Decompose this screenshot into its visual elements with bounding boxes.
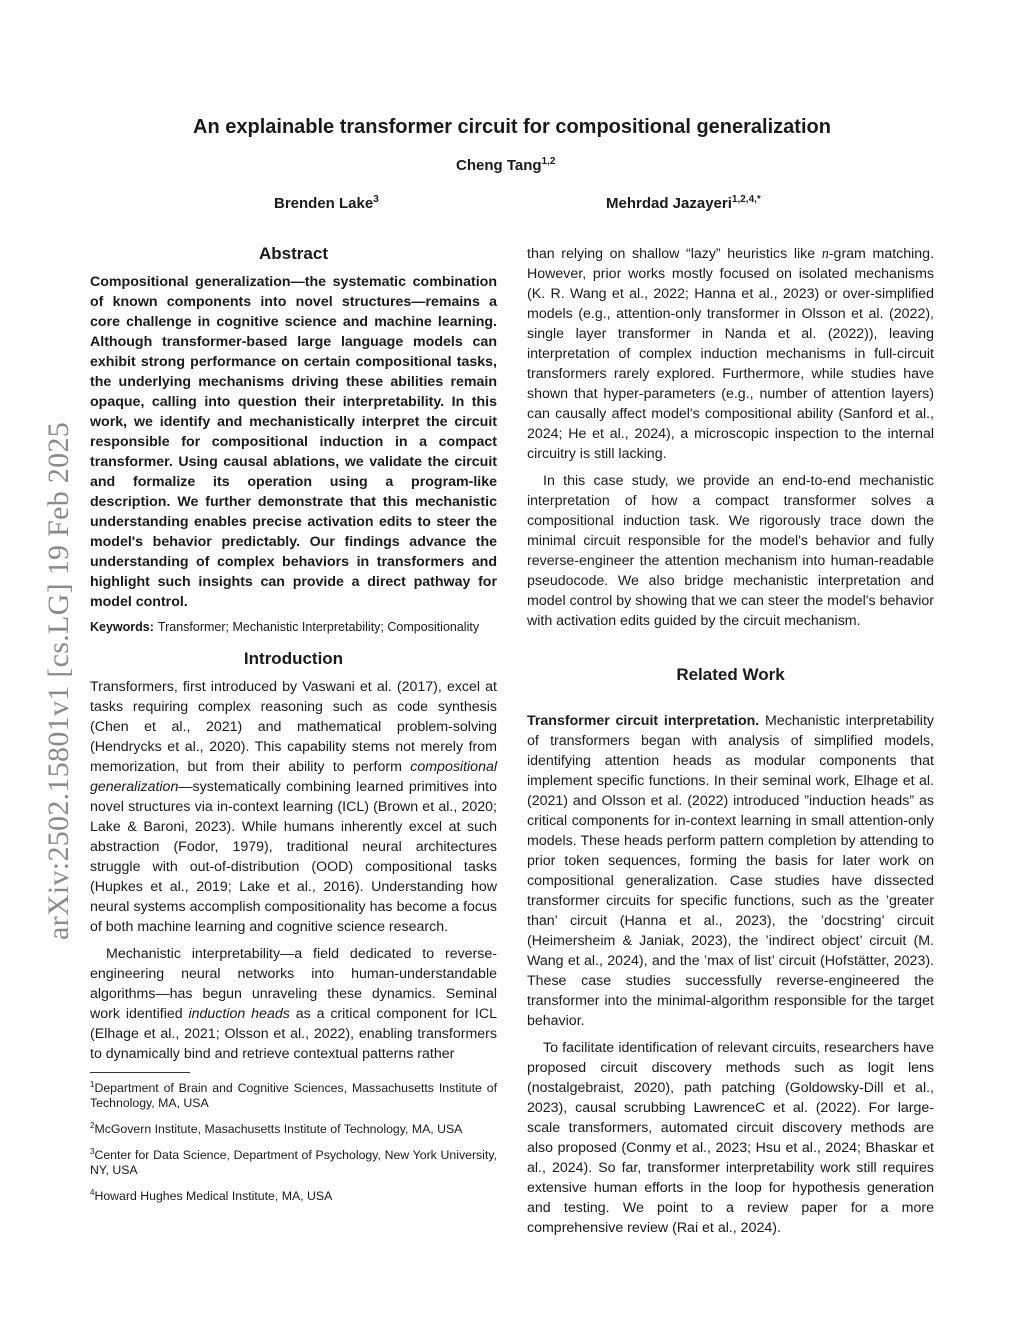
related-paragraph-1 — [527, 711, 934, 1031]
intro-p1-emphasis: compositional generalization — [90, 759, 497, 795]
intro-p2-text-b: as a critical component for ICL (Elhage et al., 2021; Olsson et al., 2022), enabling transformers to dynamically bind and retrieve contextual patterns rather — [90, 1006, 497, 1062]
intro-paragraph-3: In this case study, we provide an end-to-end mechanistic interpretation of how a compact transformer solves a compositional induction task. We rigorously trace down the minimal circuit responsible for the model's behavior and fully reverse-engineer the attention mechanism into human-readable pseudocode. We also bridge mechanistic interpretation and model control by showing that we can steer the model's behavior with activation edits guided by the circuit mechanism. — [527, 473, 934, 629]
footnote-number: 2 — [90, 1121, 95, 1131]
abstract-heading: Abstract — [259, 244, 328, 263]
footnote-2 — [90, 1118, 497, 1137]
author-name: Mehrdad Jazayeri — [606, 195, 732, 212]
author-name: Brenden Lake — [274, 195, 374, 212]
related-runin-heading: Transformer circuit interpretation. — [527, 713, 760, 729]
footnote-3 — [90, 1144, 497, 1178]
left-column — [90, 244, 497, 1211]
introduction-heading: Introduction — [243, 649, 344, 668]
intro-p2c-math: n — [821, 246, 829, 262]
keywords — [90, 619, 497, 635]
footnote-number: 1 — [90, 1080, 95, 1089]
abstract-body: Compositional generalization—the systematic combination of known components into novel structures—remains a core challenge in cognitive science and machine learning. Although transformer-based large language models can exhibit strong performance on certain compositional tasks, the underlying mechanisms driving these abilities remain opaque, calling into question their interpretability. In this work, we identify and mechanistically interpret the circuit responsible for compositional induction in a compact transformer. Using causal ablations, we validate the circuit and formalize its operation using a program-like description. We further demonstrate that this mechanistic understanding enables precise activation edits to steer the model's behavior predictably. Our findings advance the understanding of complex behaviors in transformers and highlight such insights can provide a direct pathway for model control. — [90, 274, 497, 610]
intro-paragraph-2-continued — [527, 244, 934, 464]
footnote-number: 3 — [90, 1147, 95, 1157]
related-paragraph-2: To facilitate identification of relevant circuits, researchers have proposed circuit discovery methods such as logit lens (nostalgebraist, 2020), path patching (Goldowsky-Dill et al., 2023), causal scrubbing LawrenceC et al. (2022). For large-scale transformers, automated circuit discovery methods are also proposed (Conmy et al., 2023; Hsu et al., 2024; Bhaskar et al., 2024). So far, transformer interpretability work still requires extensive human efforts in the loop for hypothesis generation and testing. We point to a review paper for a more comprehensive review (Rai et al., 2024). — [527, 1040, 934, 1236]
footnote-1 — [90, 1077, 497, 1111]
footnote-text: Department of Brain and Cognitive Sciences, Massachusetts Institute of Technology, MA, USA — [90, 1081, 497, 1111]
intro-paragraph-1 — [90, 677, 497, 937]
intro-p2-text-a: Mechanistic interpretability—a field dedicated to reverse-engineering neural networks into human-understandable algorithms—has begun unraveling these dynamics. Seminal work identified — [90, 946, 497, 1022]
intro-p1-text-a: Transformers, first introduced by Vaswani et al. (2017), excel at tasks requiring complex reasoning such as code synthesis (Chen et al., 2021) and mathematical problem-solving (Hendrycks et al., 2020). This capability stems not merely from memorization, but from their ability to perform — [90, 679, 497, 775]
author-affiliation: 1,2,4,* — [731, 194, 761, 205]
related-work-heading: Related Work — [676, 665, 785, 684]
intro-p2c-text-a: than relying on shallow “lazy” heuristics like — [527, 246, 822, 262]
keywords-text: Transformer; Mechanistic Interpretability; Compositionality — [157, 620, 480, 634]
author-affiliation: 3 — [373, 194, 379, 205]
intro-paragraph-2 — [90, 944, 497, 1064]
footnote-text: McGovern Institute, Masachusetts Institute of Technology, MA, USA — [94, 1122, 463, 1137]
footnote-rule — [90, 1072, 190, 1073]
footnote-text: Howard Hughes Medical Institute, MA, USA — [94, 1189, 333, 1204]
author-affiliation: 1,2 — [541, 156, 556, 167]
author-brenden-lake — [274, 194, 379, 212]
intro-p1-text-b: —systematically combining learned primitives into novel structures via in-context learning (ICL) (Brown et al., 2020; Lake & Baroni, 2023). While humans inherently excel at such abstraction (Fodor, 1979), traditional neural architectures struggle with out-of-distribution (OOD) compositional tasks (Hupkes et al., 2019; Lake et al., 2016). Understanding how neural systems accomplish compositionality has become a focus of both machine learning and cognitive science research. — [90, 779, 497, 935]
author-cheng-tang — [456, 156, 555, 174]
related-p1-text: Mechanistic interpretability of transformers began with analysis of simplified models, identifying attention heads as modular components that implement specific functions. In their seminal work, Elhage et al. (2021) and Olsson et al. (2022) introduced ”induction heads” as critical components for in-context learning in small attention-only models. These heads perform pattern completion by attending to prior token sequences, forming the basis for later work on compositional generalization. Case studies have dissected transformer circuits for specific functions, such as the ’greater than’ circuit (Hanna et al., 2023), the ’docstring’ circuit (Heimersheim & Janiak, 2023), the ’indirect object’ circuit (M. Wang et al., 2024), and the ’max of list’ circuit (Hofstätter, 2023). These case studies successfully reverse-engineered the transformer into the minimal-algorithm responsible for the target behavior. — [527, 713, 934, 1029]
footnote-number: 4 — [90, 1188, 95, 1198]
author-mehrdad-jazayeri — [606, 194, 761, 212]
paper-title: An explainable transformer circuit for compositional generalization — [193, 116, 831, 138]
right-column — [527, 244, 934, 1245]
arxiv-watermark: arXiv:2502.15801v1 [cs.LG] 19 Feb 2025 — [42, 421, 75, 940]
intro-p2c-text-b: -gram matching. However, prior works mostly focused on isolated mechanisms (K. R. Wang et al., 2022; Hanna et al., 2023) or over-simplified models (e.g., attention-only transformer in Olsson et al. (2022), single layer transformer in Nanda et al. (2022)), leaving interpretation of complex induction mechanisms in full-circuit transformers rarely explored. Furthermore, while studies have shown that hyper-parameters (e.g., number of attention layers) can causally affect model's compositional ability (Sanford et al., 2024; He et al., 2024), a microscopic inspection to the internal circuitry is still lacking. — [527, 246, 935, 462]
keywords-label: Keywords: — [90, 620, 154, 634]
footnote-text: Center for Data Science, Department of Psychology, New York University, NY, USA — [90, 1148, 497, 1178]
intro-p2-emphasis: induction heads — [188, 1006, 290, 1022]
author-name: Cheng Tang — [456, 157, 542, 174]
footnote-4 — [90, 1185, 497, 1204]
